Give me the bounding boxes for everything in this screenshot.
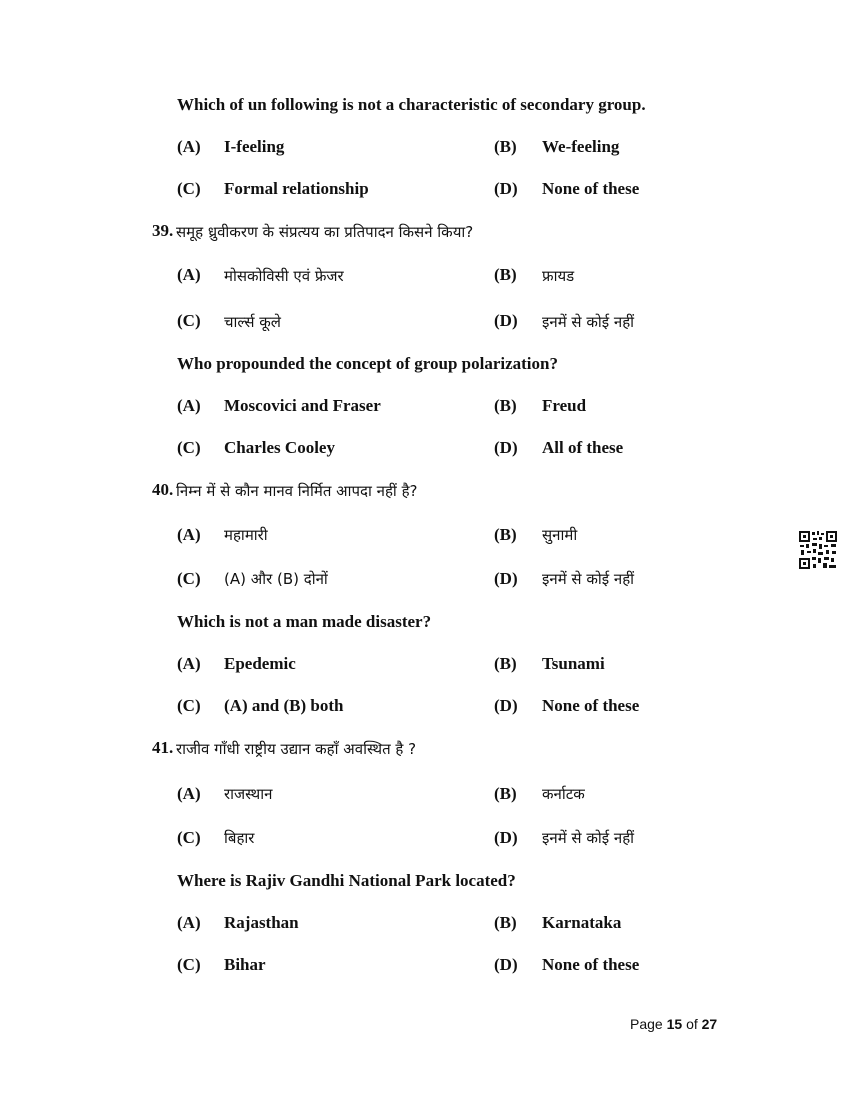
question-text: Who propounded the concept of group polarization? [177,354,558,373]
option-label: (C) [177,828,201,847]
question-text: Which of un following is not a characteristic of secondary group. [177,95,646,114]
option-text: चार्ल्स कूले [224,313,281,331]
option-text: (A) and (B) both [224,696,344,715]
option-label: (D) [494,828,518,847]
option-text: Karnataka [542,913,622,932]
option-label: (A) [177,265,201,284]
qr-code-icon [798,530,838,570]
option-text: We-feeling [542,137,620,156]
option-text: All of these [542,438,624,457]
option-text: Epedemic [224,654,296,673]
option-text: महामारी [224,526,268,544]
option-text: सुनामी [542,526,578,544]
option-label: (B) [494,525,517,544]
option-text: Bihar [224,955,266,974]
option-label: (D) [494,179,518,198]
option-text: इनमें से कोई नहीं [542,829,635,847]
option-text: Moscovici and Fraser [224,396,381,415]
option-label: (C) [177,311,201,330]
option-text: I-feeling [224,137,285,156]
question-number: 41. [152,738,174,757]
option-text: (A) और (B) दोनों [224,570,328,588]
option-text: फ्रायड [542,267,575,285]
option-text: बिहार [224,829,255,847]
page-label: Page [630,1016,663,1032]
option-label: (C) [177,955,201,974]
option-label: (A) [177,137,201,156]
option-text: Charles Cooley [224,438,335,457]
option-label: (D) [494,311,518,330]
option-text: इनमें से कोई नहीं [542,570,635,588]
option-label: (C) [177,438,201,457]
option-text: Tsunami [542,654,605,673]
option-label: (B) [494,137,517,156]
option-text: कर्नाटक [542,785,585,803]
option-text: None of these [542,179,640,198]
option-text: Rajasthan [224,913,299,932]
option-text: Formal relationship [224,179,369,198]
option-label: (A) [177,913,201,932]
question-number: 39. [152,221,174,240]
option-label: (B) [494,396,517,415]
option-label: (D) [494,569,518,588]
page-of-label: of [686,1016,698,1032]
option-label: (B) [494,784,517,803]
question-text: समूह ध्रुवीकरण के संप्रत्यय का प्रतिपादन किसने किया? [176,223,474,241]
question-number: 40. [152,480,174,499]
option-text: None of these [542,955,640,974]
total-pages: 27 [701,1016,718,1032]
option-label: (A) [177,396,201,415]
option-label: (A) [177,654,201,673]
question-text: निम्न में से कौन मानव निर्मित आपदा नहीं है? [176,482,418,500]
option-label: (C) [177,179,201,198]
current-page: 15 [666,1016,683,1032]
option-label: (A) [177,784,201,803]
page-footer [630,1016,717,1032]
option-text: मोसकोविसी एवं फ्रेजर [224,267,344,285]
option-text: Freud [542,396,587,415]
option-text: इनमें से कोई नहीं [542,313,635,331]
option-text: राजस्थान [224,785,273,803]
question-text: राजीव गाँधी राष्ट्रीय उद्यान कहाँ अवस्थित है ? [176,740,417,758]
option-label: (D) [494,696,518,715]
question-text: Which is not a man made disaster? [177,612,432,631]
option-text: None of these [542,696,640,715]
option-label: (B) [494,265,517,284]
option-label: (A) [177,525,201,544]
option-label: (C) [177,696,201,715]
option-label: (B) [494,654,517,673]
question-text: Where is Rajiv Gandhi National Park located? [177,871,516,890]
option-label: (D) [494,955,518,974]
option-label: (D) [494,438,518,457]
option-label: (B) [494,913,517,932]
option-label: (C) [177,569,201,588]
